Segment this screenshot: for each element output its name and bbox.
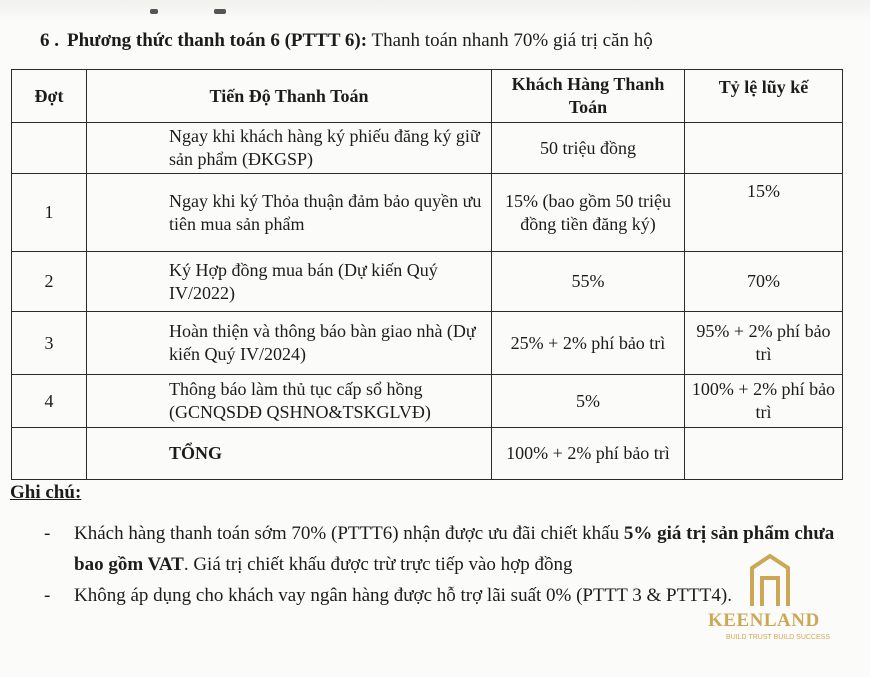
table-header-row bbox=[12, 70, 843, 123]
payment-schedule-table bbox=[11, 69, 843, 480]
notes-title: Ghi chú: bbox=[10, 482, 82, 503]
cell-dot: 1 bbox=[12, 174, 87, 252]
keenland-logo-icon bbox=[700, 548, 840, 610]
table-total-row bbox=[12, 428, 843, 480]
total-label: TỔNG bbox=[87, 428, 492, 480]
section-label: Phương thức thanh toán 6 (PTTT 6): bbox=[67, 30, 368, 51]
cell-payment: 15% (bao gồm 50 triệu đồng tiền đăng ký) bbox=[492, 174, 685, 252]
cell-dot: 3 bbox=[12, 312, 87, 375]
watermark-tagline: BUILD TRUST BUILD SUCCESS bbox=[726, 634, 830, 641]
cell-cumulative bbox=[685, 428, 843, 480]
cell-cumulative: 100% + 2% phí bảo trì bbox=[685, 375, 843, 428]
total-payment: 100% + 2% phí bảo trì bbox=[492, 428, 685, 480]
cell-dot: 2 bbox=[12, 252, 87, 312]
note-text-end: . Giá trị chiết khấu được trừ trực tiếp vào hợp đồng bbox=[183, 554, 573, 575]
watermark-brand: KEENLAND bbox=[708, 610, 820, 631]
header-dot: Đợt bbox=[12, 70, 87, 123]
table-row bbox=[12, 252, 843, 312]
header-payment: Khách Hàng Thanh Toán bbox=[492, 70, 685, 123]
header-progress: Tiến Độ Thanh Toán bbox=[87, 70, 492, 123]
cell-progress: Hoàn thiện và thông báo bàn giao nhà (Dự kiến Quý IV/2024) bbox=[87, 312, 492, 375]
cell-dot bbox=[12, 123, 87, 174]
header-cumulative: Tỷ lệ lũy kế bbox=[685, 70, 843, 123]
dash-bullet: - bbox=[44, 585, 51, 606]
section-description: Thanh toán nhanh 70% giá trị căn hộ bbox=[371, 30, 653, 51]
cell-payment: 55% bbox=[492, 252, 685, 312]
cell-dot: 4 bbox=[12, 375, 87, 428]
cell-cumulative: 15% bbox=[685, 174, 843, 252]
table-row bbox=[12, 174, 843, 252]
cell-cumulative bbox=[685, 123, 843, 174]
table-row bbox=[12, 123, 843, 174]
cell-payment: 50 triệu đồng bbox=[492, 123, 685, 174]
note-emphasis: 5% giá trị sản phẩm chưa bao gồm VAT bbox=[74, 523, 835, 575]
cell-payment: 5% bbox=[492, 375, 685, 428]
cell-cumulative: 70% bbox=[685, 252, 843, 312]
cell-dot bbox=[12, 428, 87, 480]
cell-progress: Thông báo làm thủ tục cấp sổ hồng (GCNQSDĐ QSHNO&TSKGLVĐ) bbox=[87, 375, 492, 428]
note-text: Khách hàng thanh toán sớm 70% (PTTT6) nhận được ưu đãi chiết khấu bbox=[74, 523, 624, 544]
cell-progress: Ký Hợp đồng mua bán (Dự kiến Quý IV/2022) bbox=[87, 252, 492, 312]
section-number: 6 . bbox=[40, 30, 59, 51]
cell-cumulative: 95% + 2% phí bảo trì bbox=[685, 312, 843, 375]
cropped-text-strip bbox=[0, 0, 870, 22]
keenland-watermark bbox=[700, 548, 840, 648]
table-row bbox=[12, 375, 843, 428]
cell-progress: Ngay khi khách hàng ký phiếu đăng ký giữ sản phẩm (ĐKGSP) bbox=[87, 123, 492, 174]
table-row bbox=[12, 312, 843, 375]
dash-bullet: - bbox=[44, 523, 51, 544]
cell-progress: Ngay khi ký Thỏa thuận đảm bảo quyền ưu tiên mua sản phẩm bbox=[87, 174, 492, 252]
section-heading bbox=[40, 30, 653, 52]
cell-payment: 25% + 2% phí bảo trì bbox=[492, 312, 685, 375]
note-text: Không áp dụng cho khách vay ngân hàng được hỗ trợ lãi suất 0% (PTTT 3 & PTTT4). bbox=[74, 585, 732, 606]
